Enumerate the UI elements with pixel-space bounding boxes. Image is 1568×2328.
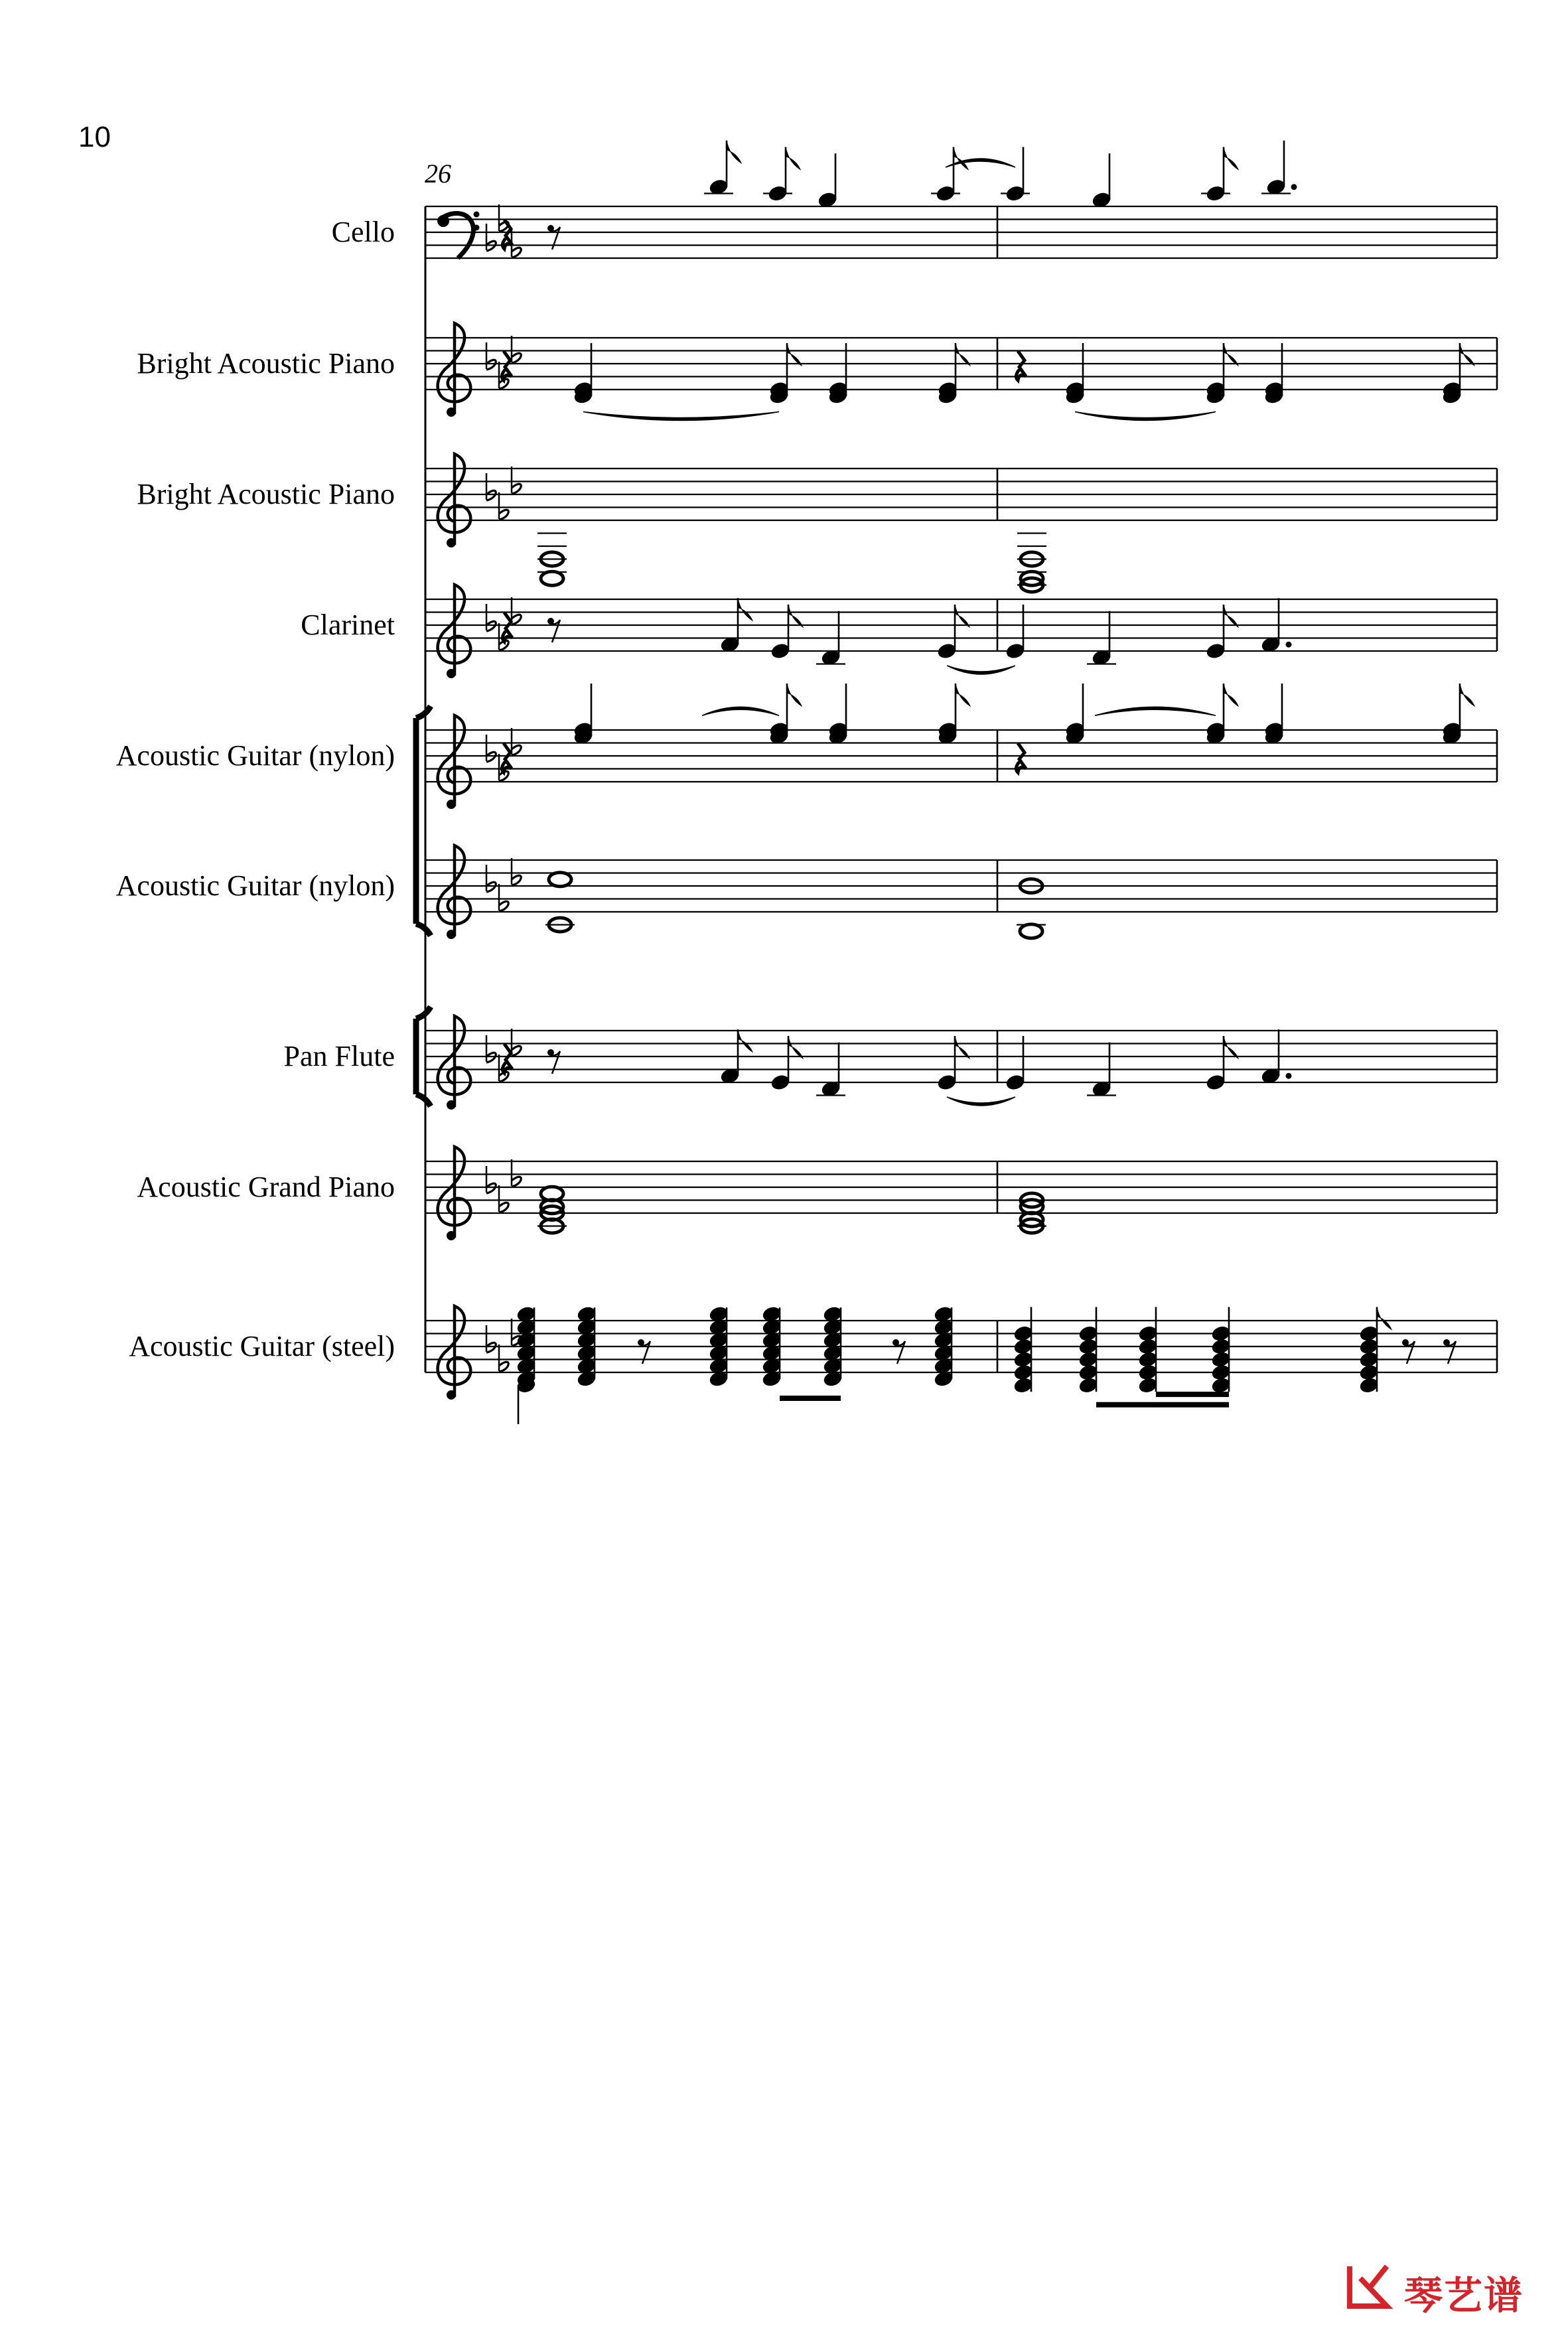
instrument-name: Acoustic Guitar (nylon) — [115, 869, 395, 902]
tie — [1075, 412, 1216, 421]
staff — [425, 585, 1497, 678]
flag — [1224, 343, 1238, 366]
whole-note — [541, 571, 563, 585]
measure-number: 26 — [425, 159, 451, 188]
flat-icon — [499, 1345, 508, 1372]
staff — [425, 1147, 1497, 1240]
page-number: 10 — [78, 121, 111, 153]
dot — [1286, 1073, 1291, 1078]
instrument-name: Acoustic Guitar (nylon) — [115, 739, 395, 772]
quarter-rest — [502, 351, 512, 380]
instrument-name: Pan Flute — [283, 1040, 395, 1072]
tie — [947, 1097, 1015, 1106]
flat-icon — [499, 204, 508, 232]
instrument-name: Cello — [331, 216, 395, 248]
whole-note — [549, 873, 571, 887]
flag — [788, 605, 803, 627]
flat-icon — [486, 865, 496, 892]
eighth-rest — [551, 227, 560, 250]
flat-icon — [486, 224, 496, 251]
flat-icon — [499, 884, 508, 911]
flat-icon — [499, 1185, 508, 1212]
flat-icon — [499, 492, 508, 520]
bass-clef-icon — [437, 212, 480, 259]
staff — [425, 845, 1497, 939]
quarter-rest — [1016, 743, 1026, 772]
flat-icon — [486, 473, 496, 500]
flag — [788, 1036, 803, 1058]
flat-icon — [512, 597, 521, 624]
eighth-rest — [641, 1341, 650, 1364]
flag — [955, 1036, 969, 1058]
quarter-rest — [502, 743, 512, 772]
flat-icon — [512, 336, 521, 363]
flat-icon — [486, 604, 496, 631]
tie — [583, 412, 779, 421]
flag — [956, 684, 970, 706]
tie — [947, 666, 1015, 674]
flag — [738, 598, 752, 620]
flag — [954, 147, 968, 170]
flat-icon — [512, 1159, 521, 1187]
tie — [702, 707, 779, 715]
flag — [787, 684, 802, 706]
instrument-name: Acoustic Guitar (steel) — [129, 1330, 395, 1362]
staff — [425, 204, 1497, 258]
flat-icon — [486, 1035, 496, 1062]
staff — [425, 1016, 1497, 1110]
watermark-text: 琴艺谱 — [1404, 2273, 1524, 2318]
whole-note — [1020, 924, 1042, 938]
eighth-rest — [1447, 1341, 1456, 1364]
staff — [425, 454, 1497, 547]
eighth-rest — [551, 1051, 560, 1074]
flag — [786, 147, 800, 170]
flag — [956, 343, 970, 366]
instrument-name: Bright Acoustic Piano — [137, 347, 395, 380]
flag — [955, 605, 969, 627]
flag — [787, 343, 802, 366]
flag — [727, 141, 741, 163]
flat-icon — [486, 1166, 496, 1193]
instrument-name: Clarinet — [301, 609, 395, 641]
quarter-rest — [1016, 351, 1026, 380]
flag — [1224, 684, 1238, 706]
staff — [425, 323, 1497, 417]
tie — [946, 159, 1015, 167]
flag — [1460, 343, 1474, 366]
bracket — [416, 706, 431, 936]
dot — [1291, 184, 1297, 190]
instrument-name: Bright Acoustic Piano — [137, 478, 395, 510]
flat-icon — [486, 1325, 496, 1352]
flat-icon — [486, 735, 496, 762]
flag — [1224, 1036, 1238, 1058]
flat-icon — [512, 728, 521, 755]
flag — [1224, 605, 1238, 627]
flat-icon — [512, 1029, 521, 1056]
flat-icon — [486, 342, 496, 370]
flat-icon — [512, 858, 521, 885]
flag — [738, 1029, 752, 1052]
logo-icon — [1350, 2266, 1387, 2306]
tie — [1095, 707, 1216, 715]
instrument-name: Acoustic Grand Piano — [137, 1171, 395, 1203]
flat-icon — [512, 467, 521, 494]
flag — [1460, 684, 1474, 706]
eighth-rest — [896, 1341, 905, 1364]
dot — [1286, 642, 1291, 647]
eighth-rest — [1405, 1341, 1415, 1364]
flag — [1377, 1307, 1391, 1330]
eighth-rest — [551, 620, 560, 642]
flag — [1224, 147, 1238, 170]
